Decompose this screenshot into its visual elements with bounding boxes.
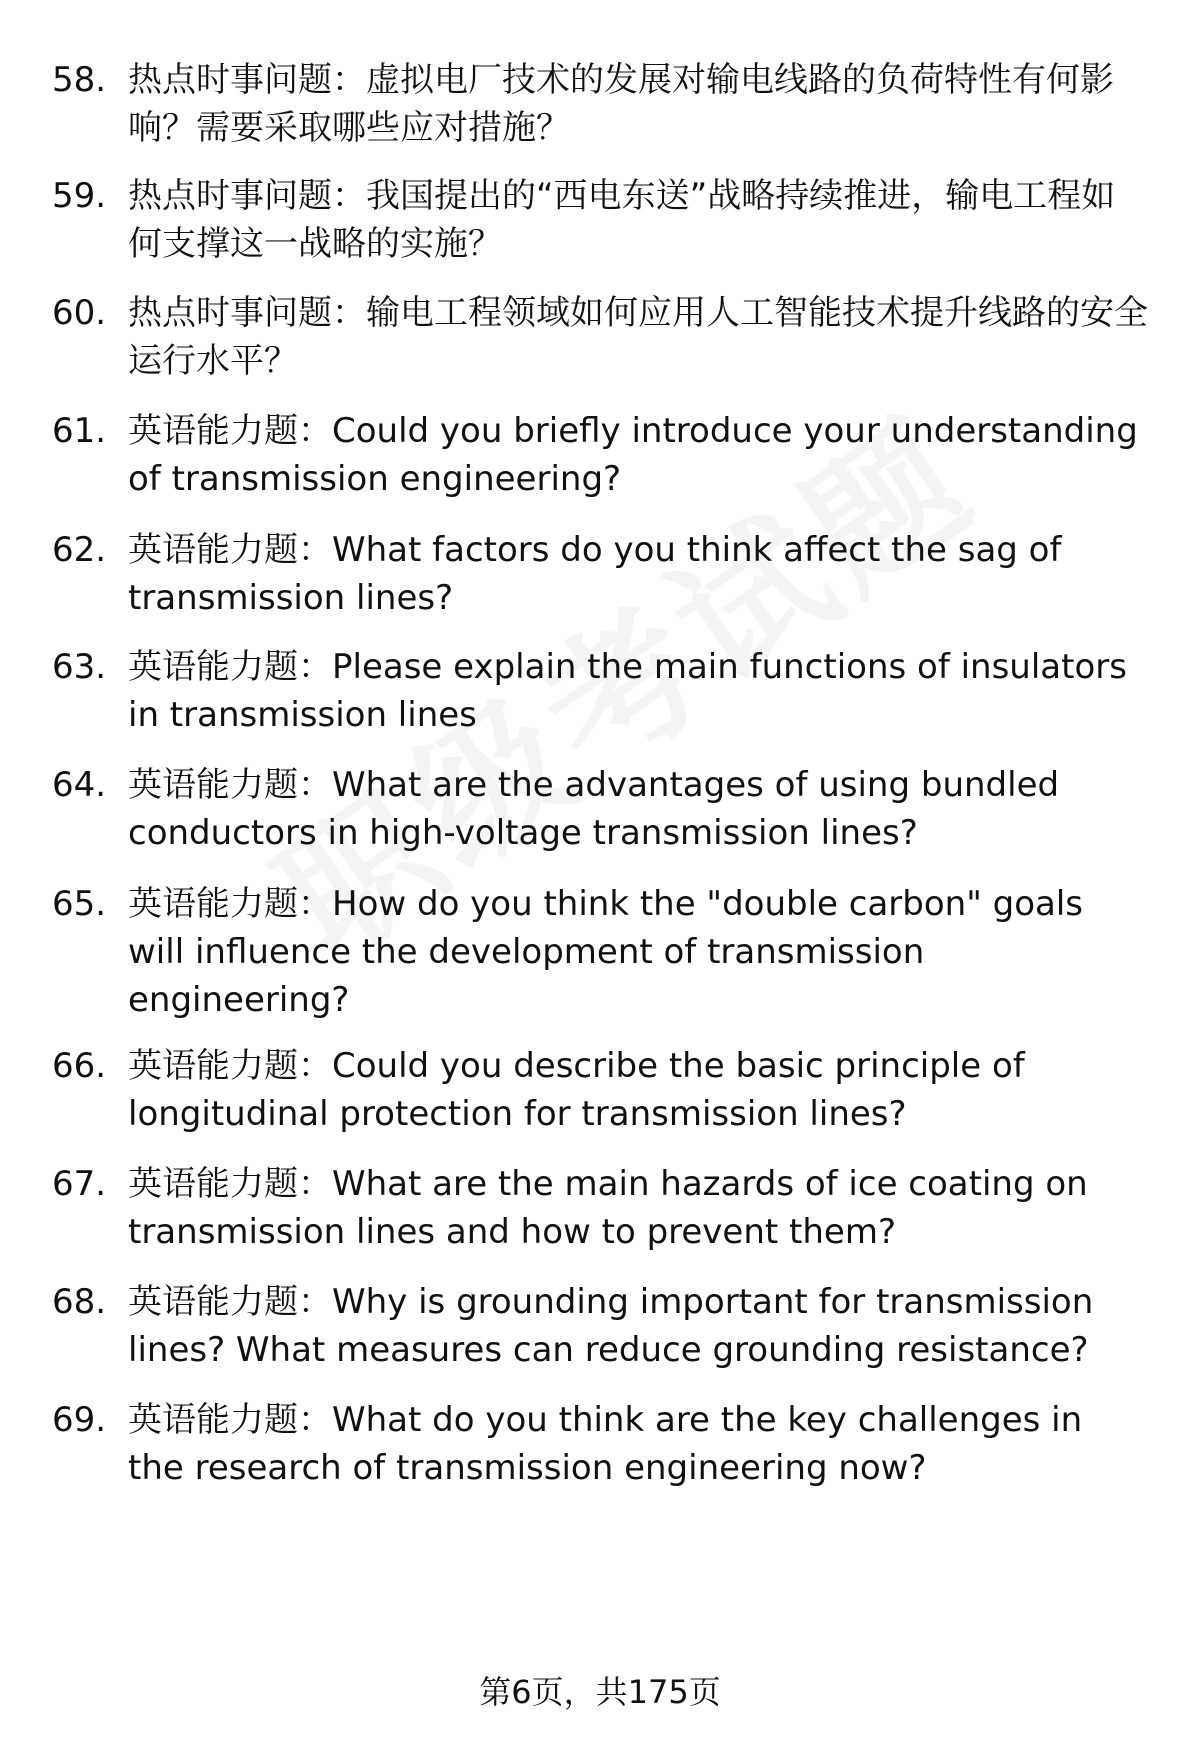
question-text: 热点时事问题：我国提出的“西电东送”战略持续推进，输电工程如何支撑这一战略的实施？ <box>128 176 1116 264</box>
question-text: 英语能力题：What are the advantages of using bundled conductors in high-voltage transmission lines? <box>128 765 1060 853</box>
question-text: 英语能力题：Could you briefly introduce your understanding of transmission engineering? <box>128 411 1138 499</box>
question-number: 60. <box>52 293 107 333</box>
question-number: 66. <box>52 1046 107 1086</box>
page-indicator: 第6页，共175页 <box>479 1673 721 1711</box>
question-number: 65. <box>52 884 107 924</box>
question-text: 英语能力题：What factors do you think affect the sag of transmission lines? <box>128 530 1062 618</box>
question-text: 英语能力题：Could you describe the basic principle of longitudinal protection for transmission lines? <box>128 1046 1025 1134</box>
question-text: 英语能力题：How do you think the "double carbon" goals will influence the development of transmission engineering? <box>128 884 1084 1020</box>
question-number: 69. <box>52 1400 107 1440</box>
question-text: 热点时事问题：输电工程领域如何应用人工智能技术提升线路的安全运行水平？ <box>128 293 1148 381</box>
question-text: 英语能力题：What do you think are the key challenges in the research of transmission engineering now? <box>128 1400 1083 1488</box>
question-number: 64. <box>52 765 107 805</box>
question-number: 68. <box>52 1282 107 1322</box>
question-text: 英语能力题：Why is grounding important for transmission lines? What measures can reduce grounding resistance? <box>128 1282 1094 1370</box>
question-number: 58. <box>52 60 107 100</box>
question-text: 热点时事问题：虚拟电厂技术的发展对输电线路的负荷特性有何影响？需要采取哪些应对措施？ <box>128 60 1114 148</box>
question-number: 67. <box>52 1164 107 1204</box>
question-text: 英语能力题：Please explain the main functions of insulators in transmission lines <box>128 647 1127 735</box>
question-text: 英语能力题：What are the main hazards of ice coating on transmission lines and how to prevent them? <box>128 1164 1088 1252</box>
question-number: 63. <box>52 647 107 687</box>
question-number: 61. <box>52 411 107 451</box>
question-number: 59. <box>52 176 107 216</box>
question-number: 62. <box>52 530 107 570</box>
